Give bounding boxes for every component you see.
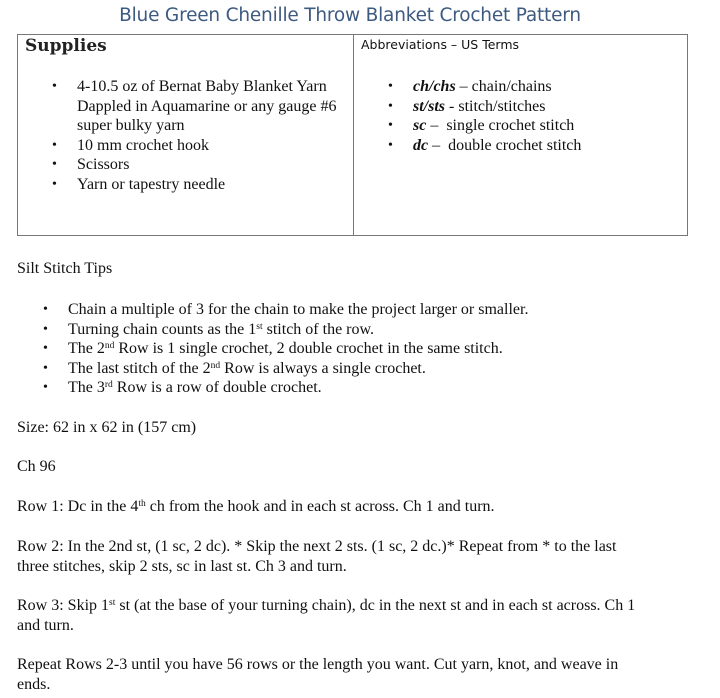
tip-item: • Chain a multiple of 3 for the chain to make the project larger or smaller.: [43, 301, 529, 318]
tips-heading: Silt Stitch Tips: [17, 260, 113, 277]
tip-item: • Turning chain counts as the 1st stitch of the row.: [43, 320, 375, 338]
supplies-heading: Supplies: [25, 36, 107, 56]
row-3-instruction: Row 3: Skip 1st st (at the base of your turning chain), dc in the next st and in each st across. Ch 1 and turn.: [17, 597, 636, 634]
repeat-instruction: Repeat Rows 2-3 until you have 56 rows or the length you want. Cut yarn, knot, and weave in ends.: [17, 656, 619, 693]
tip-item: • The 3rd Row is a row of double crochet.: [43, 379, 322, 397]
supply-item: • 4-10.5 oz of Bernat Baby Blanket Yarn Dappled in Aquamarine or any gauge #6 super bulky yarn: [52, 78, 337, 135]
tip-item: • The 2nd Row is 1 single crochet, 2 double crochet in the same stitch.: [43, 340, 503, 358]
abbreviation-item: • st/sts - stitch/stitches: [388, 97, 546, 115]
abbreviation-item: • dc – double crochet stitch: [388, 136, 582, 154]
bullet-icon: •: [388, 137, 393, 153]
size-text: Size: 62 in x 62 in (157 cm): [17, 419, 197, 436]
abbreviation-item: • ch/chs – chain/chains: [388, 78, 552, 95]
bullet-icon: •: [43, 341, 48, 357]
tips-list: [43, 300, 688, 398]
supply-item: • 10 mm crochet hook: [52, 136, 209, 154]
bullet-icon: •: [52, 137, 57, 153]
row-1-instruction: Row 1: Dc in the 4th ch from the hook and in each st across. Ch 1 and turn.: [17, 498, 495, 515]
bullet-icon: •: [43, 302, 48, 317]
chain-text: Ch 96: [17, 458, 56, 475]
bullet-icon: •: [388, 79, 393, 94]
bullet-icon: •: [52, 157, 57, 173]
bullet-icon: •: [52, 176, 57, 192]
supplies-abbreviations-table: [17, 34, 688, 236]
bullet-icon: •: [43, 360, 48, 376]
abbreviations-cell: [354, 35, 687, 235]
supply-item: • Scissors: [52, 156, 130, 174]
abbreviations-list: [388, 77, 683, 155]
tip-item: • The last stitch of the 2nd Row is always a single crochet.: [43, 359, 426, 377]
supplies-list: [52, 77, 352, 195]
bullet-icon: •: [388, 118, 393, 134]
abbreviation-item: • sc – single crochet stitch: [388, 117, 575, 135]
bullet-icon: •: [43, 321, 48, 337]
bullet-icon: •: [43, 380, 48, 396]
bullet-icon: •: [52, 79, 57, 94]
supply-item: • Yarn or tapestry needle: [52, 175, 226, 193]
supplies-cell: [18, 35, 354, 235]
document-title: Blue Green Chenille Throw Blanket Crochet Pattern: [119, 5, 581, 26]
abbreviations-heading: Abbreviations – US Terms: [361, 37, 520, 52]
bullet-icon: •: [388, 98, 393, 114]
row-2-instruction: Row 2: In the 2nd st, (1 sc, 2 dc). * Skip the next 2 sts. (1 sc, 2 dc.)* Repeat from * to the last three stitches, skip 2 sts, sc in last st. Ch 3 and turn.: [17, 538, 617, 575]
